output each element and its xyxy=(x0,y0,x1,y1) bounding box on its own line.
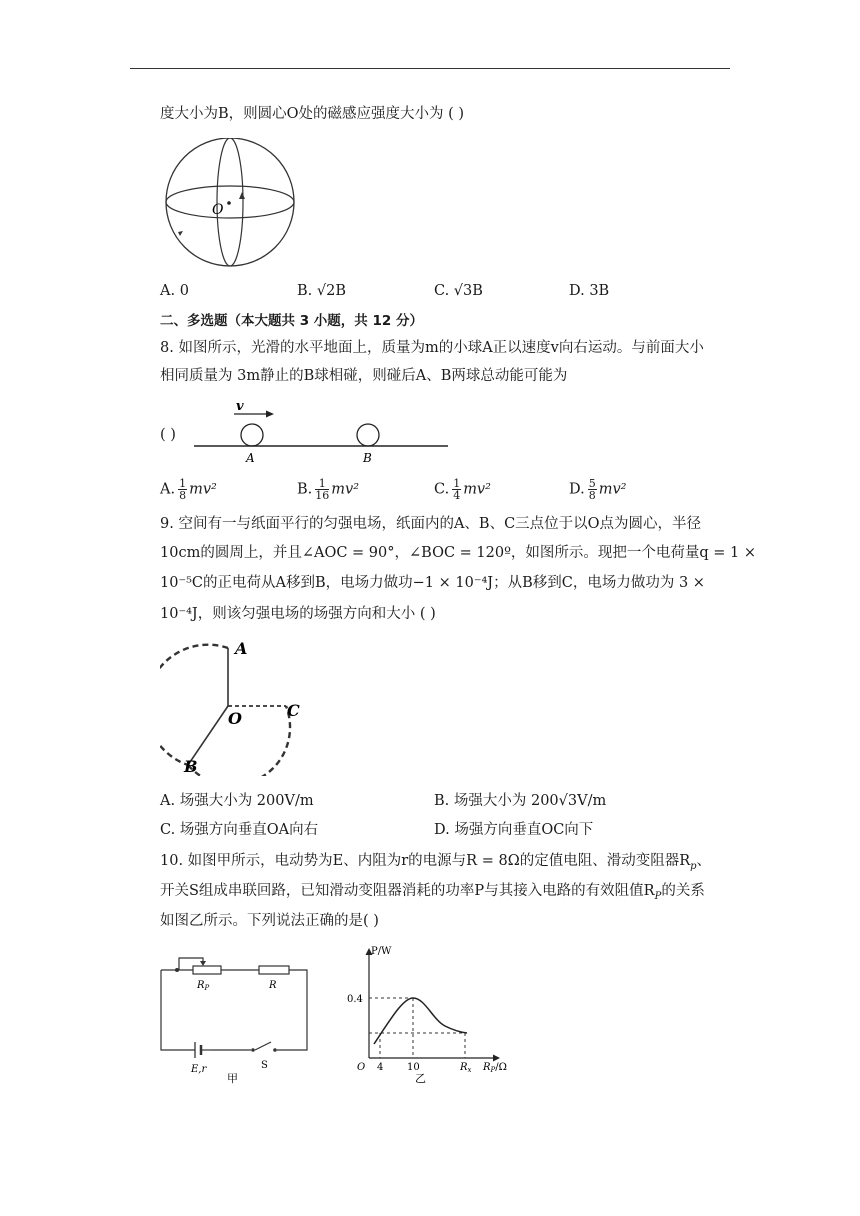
q9-field-figure xyxy=(160,636,310,776)
switch-contact xyxy=(273,1048,277,1052)
equator-arrow-icon xyxy=(178,231,183,236)
ball-b-label: B xyxy=(363,451,372,465)
center-label: O xyxy=(212,202,224,218)
q10-power-graph xyxy=(345,940,515,1085)
left-wire xyxy=(161,970,195,1050)
q9-option-c: C. 场强方向垂直OA向右 xyxy=(160,822,319,838)
origin-label: O xyxy=(357,1062,366,1073)
q10-line-2: 开关S组成串联回路，已知滑动变阻器消耗的功率P与其接入电路的有效阻值$R_P$的关系 xyxy=(160,883,705,902)
rheostat-rp xyxy=(193,966,221,974)
source-label: E,r xyxy=(191,1064,207,1075)
arc-a-to-b xyxy=(160,645,228,765)
point-b-label: B xyxy=(184,757,198,776)
x-tick-10: 10 xyxy=(407,1062,420,1073)
r-label: R xyxy=(269,980,277,991)
q7-option-d: D. 3B xyxy=(569,283,610,299)
x-axis-arrowhead-icon xyxy=(493,1055,500,1062)
right-wire xyxy=(277,970,307,1050)
q7-option-b: B. √2B xyxy=(297,283,346,299)
ball-a xyxy=(241,424,263,446)
q7-option-a: A. 0 xyxy=(160,283,189,299)
q8-line-2: 相同质量为 3m静止的B球相碰，则碰后A、B两球总动能可能为 xyxy=(160,368,568,384)
point-a-label: A xyxy=(235,639,248,658)
q9-option-a: A. 场强大小为 200V/m xyxy=(160,793,314,809)
y-tick-04: 0.4 xyxy=(347,994,363,1005)
q9-line-2: 10cm的圆周上，并且∠AOC = 90°，∠BOC = 120º，如图所示。现把一个电荷量q = 1 × xyxy=(160,545,757,561)
resistor-r xyxy=(259,966,289,974)
power-curve xyxy=(374,998,467,1044)
switch-pivot xyxy=(251,1048,255,1052)
q7-option-c: C. √3B xyxy=(434,283,483,299)
q8-collision-figure xyxy=(190,396,452,466)
q10-circuit-diagram xyxy=(155,954,315,1089)
q7-sphere-figure xyxy=(160,138,300,268)
slider-wire xyxy=(179,958,203,970)
velocity-label: v xyxy=(236,399,244,414)
circuit-caption: 甲 xyxy=(227,1072,238,1085)
q10-line-3: 如图乙所示。下列说法正确的是( ) xyxy=(160,913,379,929)
point-c-label: C xyxy=(287,701,300,720)
y-axis-label: P/W xyxy=(371,946,392,957)
q8-answer-paren: ( ) xyxy=(160,427,176,443)
switch-label: S xyxy=(261,1060,268,1071)
meridian-arrow-icon xyxy=(239,192,245,199)
junction-dot xyxy=(175,968,179,972)
center-point xyxy=(227,201,231,205)
x-tick-4: 4 xyxy=(377,1062,384,1073)
header-rule xyxy=(130,68,730,69)
q9-option-b: B. 场强大小为 200√3V/m xyxy=(434,793,607,809)
q8-option-d: D. $\frac{5}{8}$ mv² xyxy=(569,477,627,502)
q9-option-d: D. 场强方向垂直OC向下 xyxy=(434,822,594,838)
q10-line-1: 10. 如图甲所示，电动势为E、内阻为r的电源与R = 8Ω的定值电阻、滑动变阻器$R_p$、 xyxy=(160,853,712,872)
ball-b xyxy=(357,424,379,446)
x-tick-rx: $R_x$ xyxy=(460,1062,472,1074)
q9-line-3: 10⁻⁵C的正电荷从A移到B，电场力做功−1 × 10⁻⁴J；从B移到C，电场力做功为 3 × xyxy=(160,575,705,591)
slider-arrow-icon xyxy=(200,961,206,966)
rp-label: $R_P$ xyxy=(197,980,210,992)
x-axis-label: $R_P/\Omega$ xyxy=(483,1062,507,1074)
switch-blade xyxy=(255,1042,271,1050)
section-title: 二、多选题（本大题共 3 小题，共 12 分） xyxy=(160,313,423,329)
graph-caption: 乙 xyxy=(415,1072,426,1085)
q8-option-c: C. $\frac{1}{4}$ mv² xyxy=(434,477,491,502)
q8-line-1: 8. 如图所示，光滑的水平地面上，质量为m的小球A正以速度v向右运动。与前面大小 xyxy=(160,340,704,356)
q7-question-tail: 度大小为B，则圆心O处的磁感应强度大小为 ( ) xyxy=(160,106,465,122)
ball-a-label: A xyxy=(246,451,255,465)
q9-line-4: 10⁻⁴J，则该匀强电场的场强方向和大小 ( ) xyxy=(160,606,436,622)
velocity-arrowhead-icon xyxy=(266,411,274,418)
point-o-label: O xyxy=(228,709,242,728)
q9-line-1: 9. 空间有一与纸面平行的匀强电场，纸面内的A、B、C三点位于以O点为圆心，半径 xyxy=(160,516,702,532)
q8-option-a: A. $\frac{1}{8}$ mv² xyxy=(160,477,217,502)
q8-option-b: B. $\frac{1}{16}$ mv² xyxy=(297,477,360,502)
